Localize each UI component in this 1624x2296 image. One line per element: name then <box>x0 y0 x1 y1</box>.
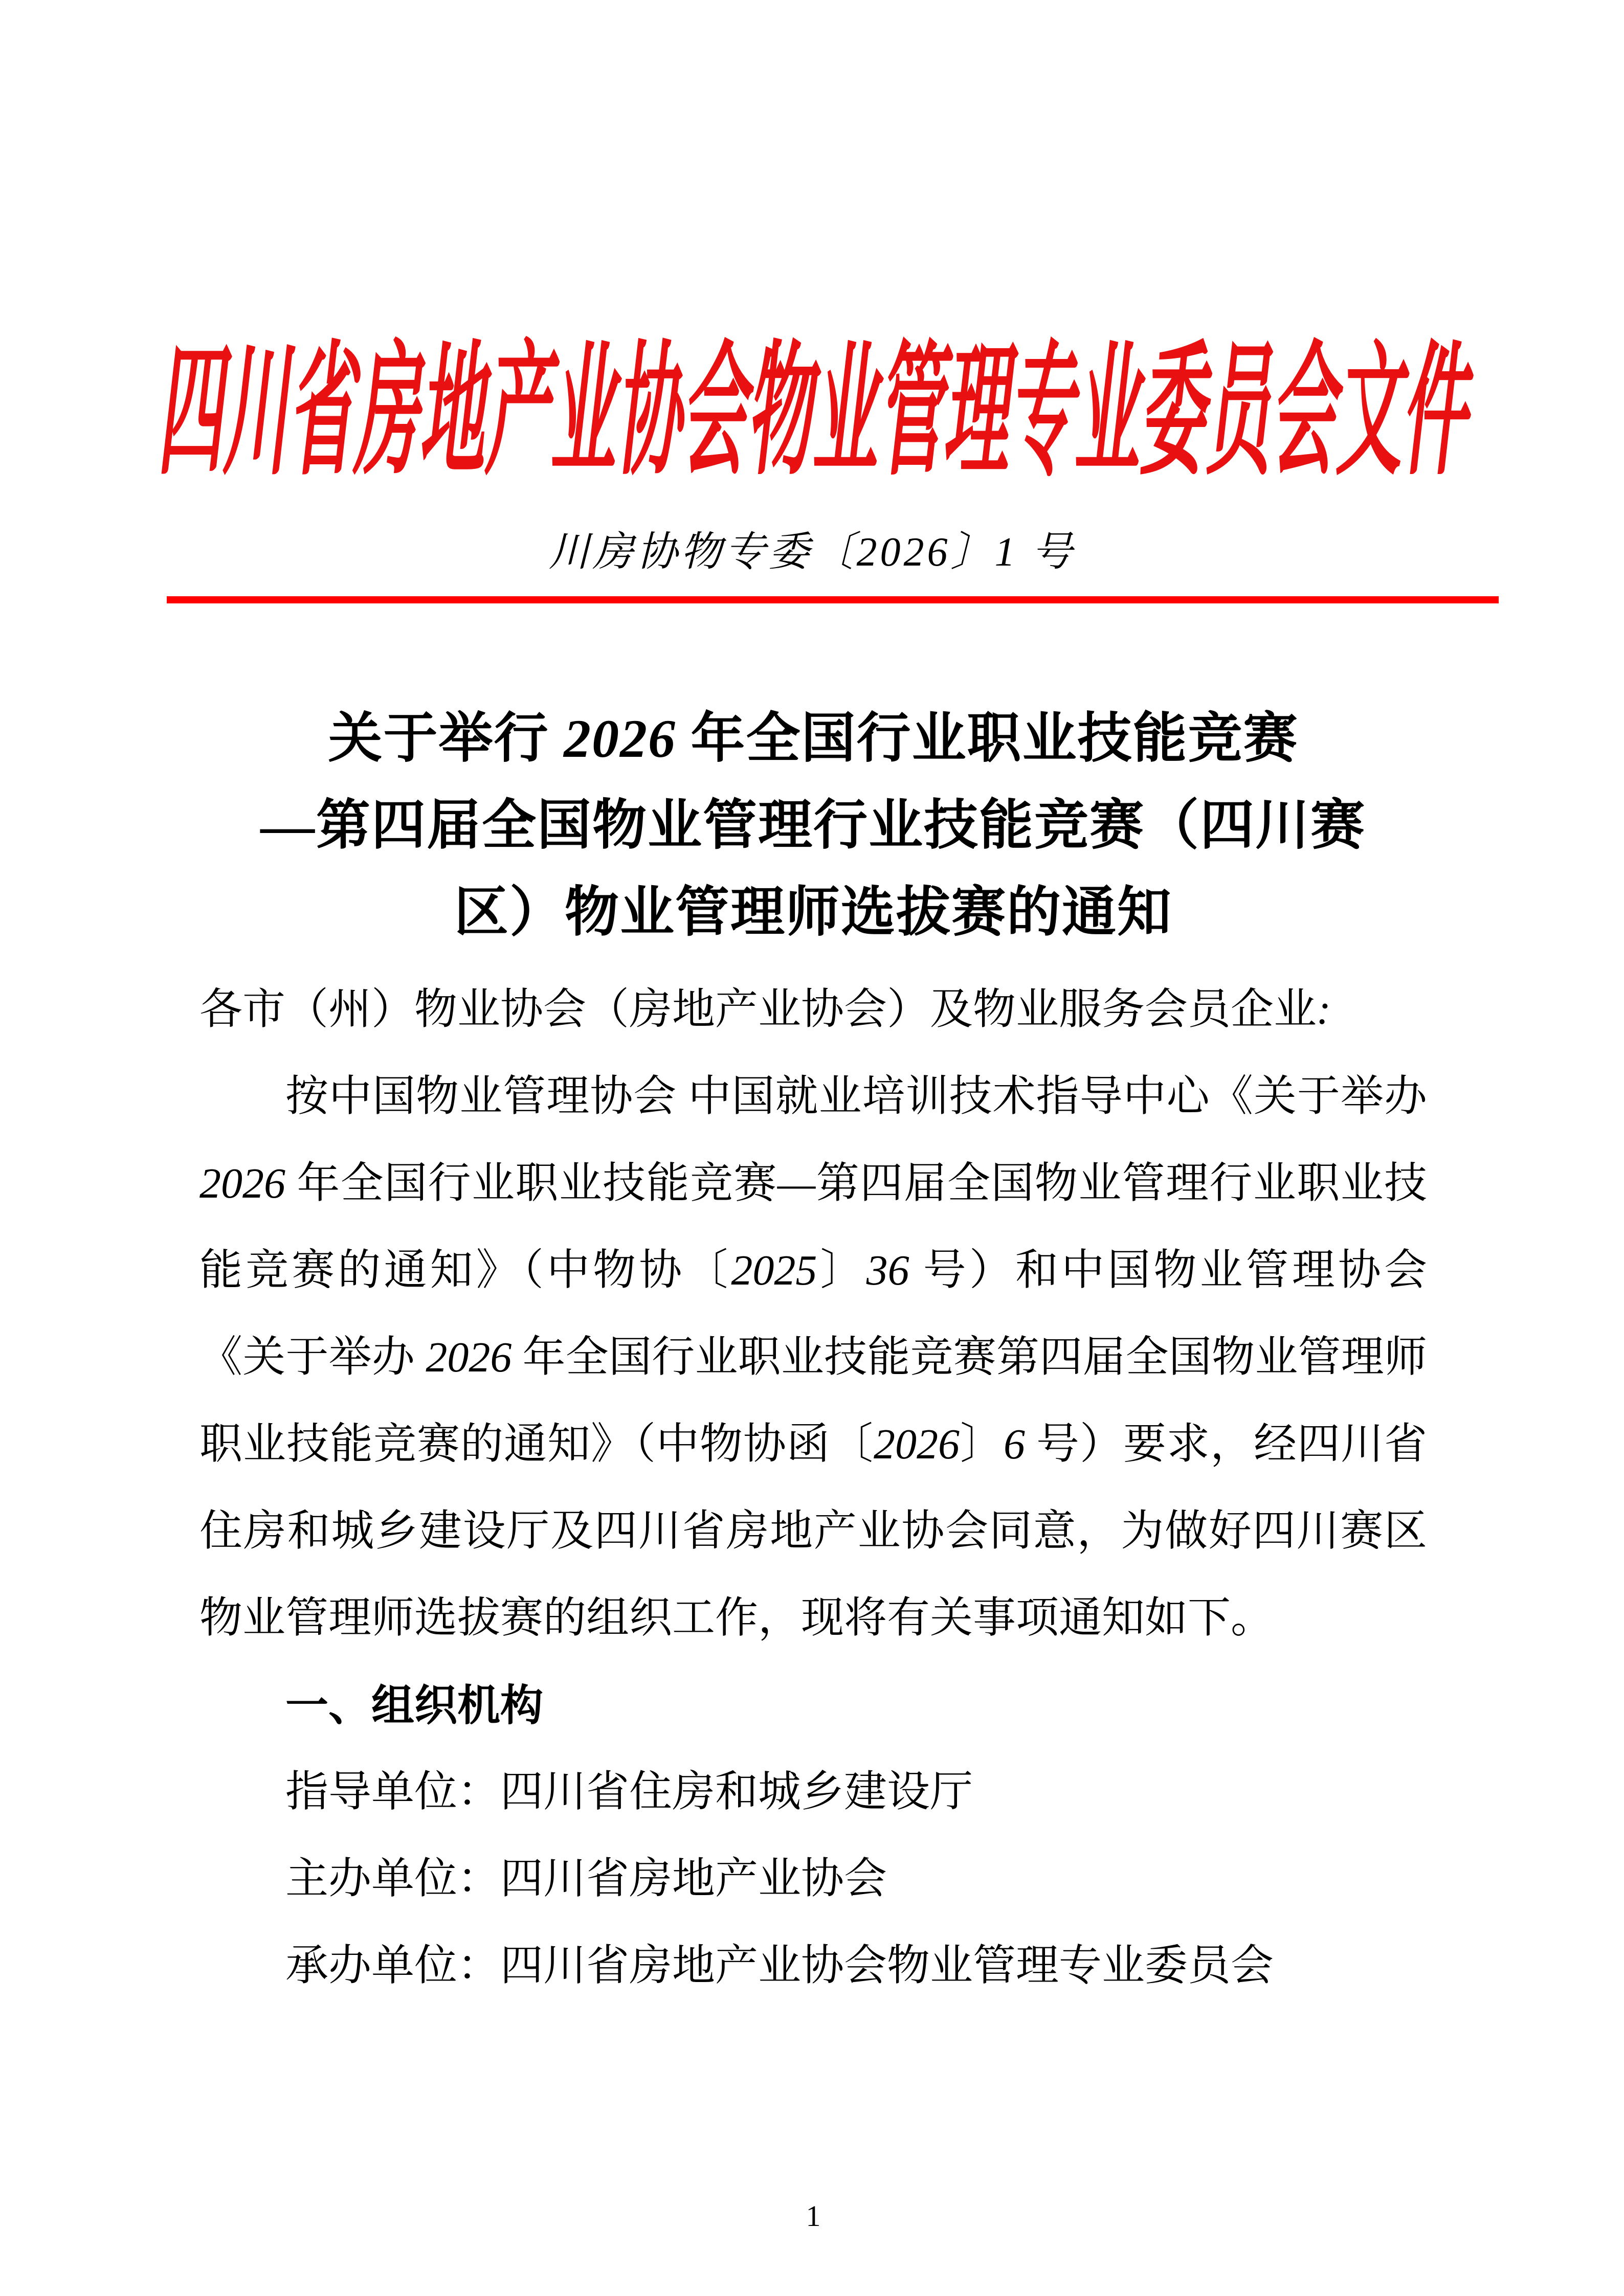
notice-paragraph: 按中国物业管理协会 中国就业培训技术指导中心《关于举办 2026 年全国行业职业技能竞赛—第四届全国物业管理行业职业技能竞赛的通知》（中物协〔2025〕36 号）和中国物业管理协会《关于举办 2026 年全国行业职业技能竞赛第四届全国物业管理师职业技能竞赛的通知》（中物协函〔2026〕6 号）要求，经四川省住房和城乡建设厅及四川省房地产业协会同意，为做好四川赛区物业管理师选拔赛的组织工作，现将有关事项通知如下。 <box>199 1073 1427 1642</box>
document-body <box>199 695 1427 2233</box>
document-number: 川房协物专委〔2026〕1 号 <box>548 530 1076 575</box>
notice-title <box>199 695 1427 956</box>
org-unit-line-host <box>199 1836 1427 1923</box>
org-unit-value: 四川省房地产业协会物业管理专业委员会 <box>500 1942 1274 1990</box>
letterhead-banner <box>0 286 1624 511</box>
org-unit-value: 四川省住房和城乡建设厅 <box>500 1768 973 1816</box>
notice-text <box>199 966 1427 2010</box>
salutation-line: 各市（州）物业协会（房地产业协会）及物业服务会员企业: <box>199 986 1331 1033</box>
org-unit-value: 四川省房地产业协会 <box>500 1855 887 1903</box>
section-heading-organization: 一、组织机构 <box>285 1681 544 1729</box>
page-number: 1 <box>806 2199 821 2233</box>
letterhead-banner-title: 四川省房地产业协会物业管理专业委员会文件 <box>157 332 1467 492</box>
org-unit-line-guidance <box>199 1749 1427 1836</box>
org-unit-line-organizer <box>199 1923 1427 2010</box>
notice-title-line-1: 关于举行 2026 年全国行业职业技能竞赛 <box>328 709 1299 769</box>
org-unit-label: 指导单位： <box>285 1768 501 1816</box>
org-unit-label: 承办单位： <box>285 1942 501 1990</box>
org-unit-label: 主办单位： <box>285 1855 501 1903</box>
notice-title-line-2: —第四届全国物业管理行业技能竞赛（四川赛 <box>261 796 1366 856</box>
red-divider-rule <box>167 596 1499 603</box>
notice-title-line-3: 区）物业管理师选拔赛的通知 <box>454 883 1172 942</box>
